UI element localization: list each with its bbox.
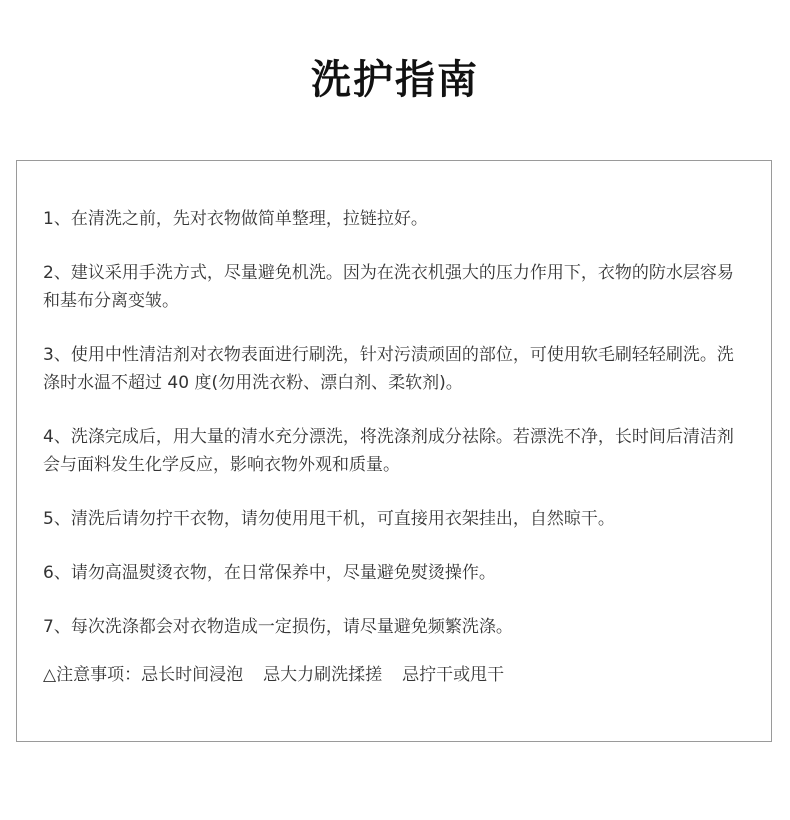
- page-title: 洗护指南: [311, 57, 479, 103]
- care-instruction-4: 4、洗涤完成后，用大量的清水充分漂洗，将洗涤剂成分祛除。若漂洗不净，长时间后清洁剂会与面料发生化学反应，影响衣物外观和质量。: [43, 427, 734, 475]
- care-instruction-2: 2、建议采用手洗方式，尽量避免机洗。因为在洗衣机强大的压力作用下，衣物的防水层容易和基布分离变皱。: [43, 263, 734, 311]
- care-instructions-list: [43, 205, 743, 667]
- care-instruction-3: 3、使用中性清洁剂对衣物表面进行刷洗，针对污渍顽固的部位，可使用软毛刷轻轻刷洗。洗涤时水温不超过 40 度(勿用洗衣粉、漂白剂、柔软剂)。: [43, 345, 734, 393]
- warning-2: 忌大力刷洗揉搓: [263, 665, 383, 685]
- notice-label: △注意事项：: [43, 665, 142, 685]
- care-guide-box: [16, 160, 772, 742]
- care-instruction-7: 7、每次洗涤都会对衣物造成一定损伤，请尽量避免频繁洗涤。: [43, 617, 513, 637]
- notice-line: [43, 661, 743, 689]
- care-instruction-5: 5、清洗后请勿拧干衣物，请勿使用甩干机，可直接用衣架挂出，自然晾干。: [43, 509, 615, 529]
- care-instruction-6: 6、请勿高温熨烫衣物，在日常保养中，尽量避免熨烫操作。: [43, 563, 496, 583]
- care-instruction-1: 1、在清洗之前，先对衣物做简单整理，拉链拉好。: [43, 209, 428, 229]
- warning-1: 忌长时间浸泡: [141, 665, 244, 685]
- warning-3: 忌拧干或甩干: [402, 665, 505, 685]
